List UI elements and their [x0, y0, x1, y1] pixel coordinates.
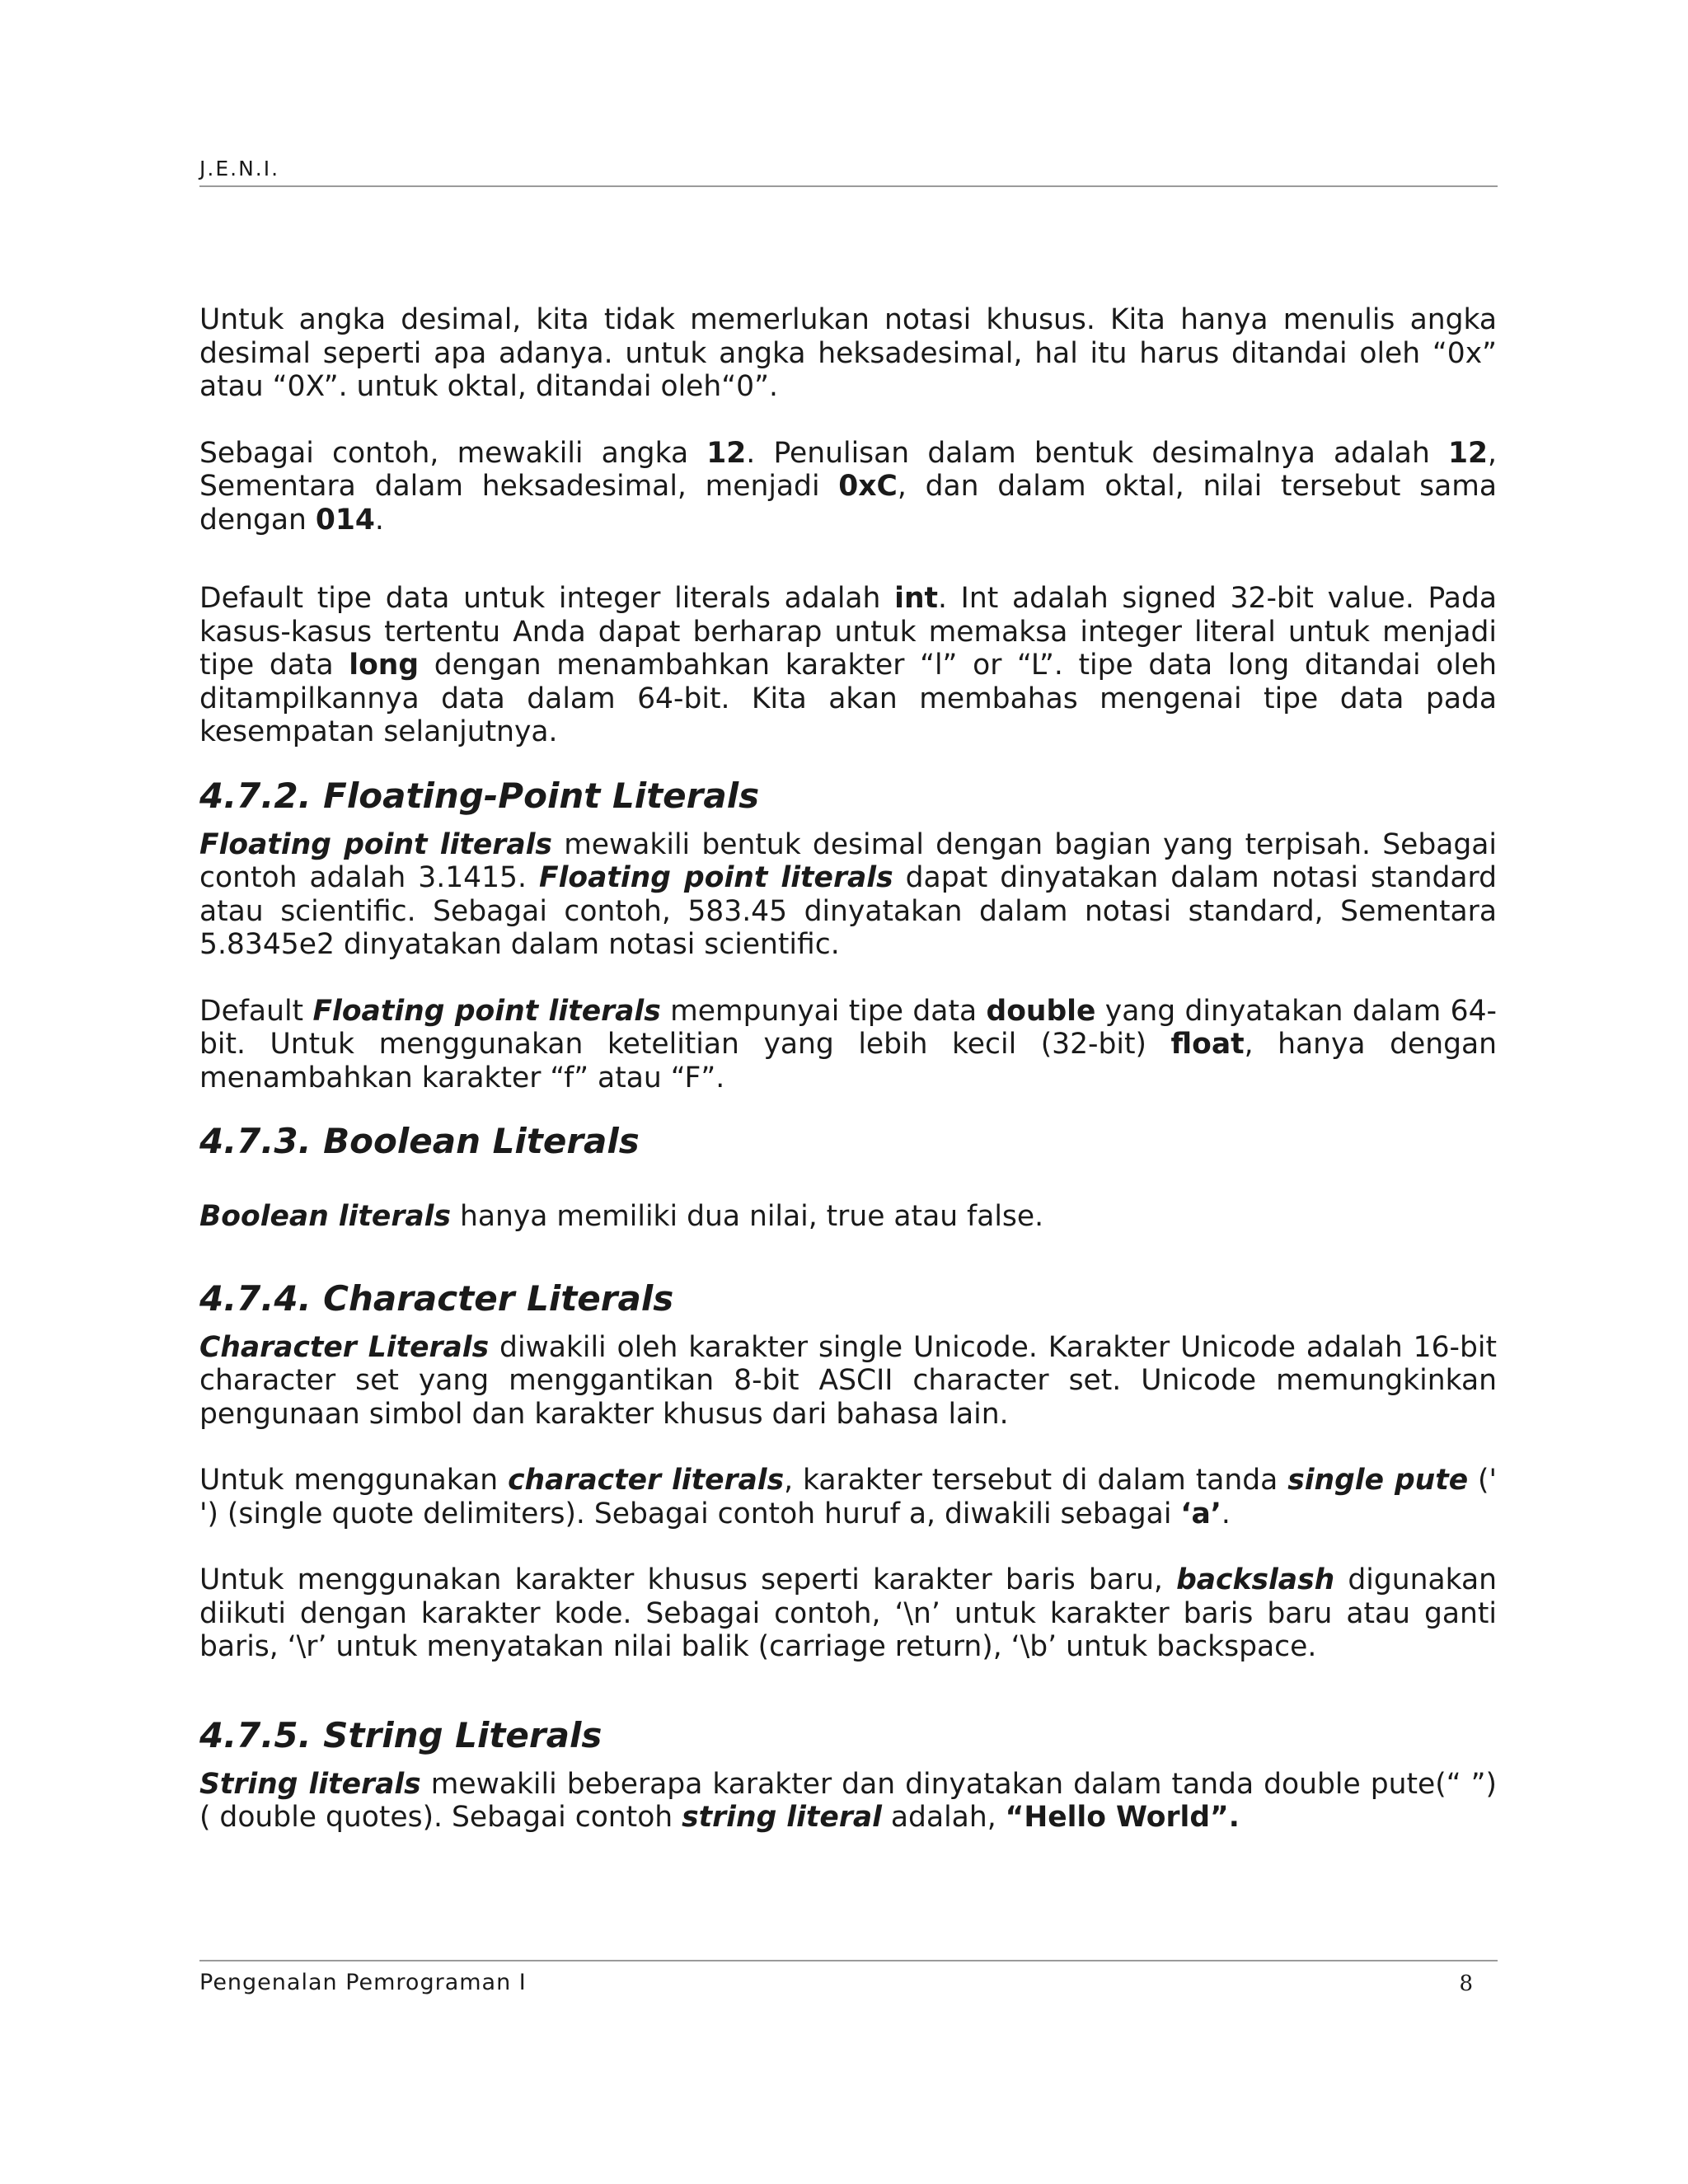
page-number: 8 — [1459, 1971, 1473, 1996]
footer-course-title: Pengenalan Pemrograman I — [199, 1970, 527, 1995]
heading-string: 4.7.5. String Literals — [199, 1714, 603, 1755]
paragraph-character-usage: Untuk menggunakan character literals, karakter tersebut di dalam tanda single pute (' ') (single quote delimiters). Sebagai contoh huruf a, diwakili sebagai ‘a’. — [199, 1464, 1497, 1530]
paragraph-boolean: Boolean literals hanya memiliki dua nilai, true atau false. — [199, 1200, 1044, 1233]
paragraph-decimal-notation: Untuk angka desimal, kita tidak memerlukan notasi khusus. Kita hanya menulis angka desimal seperti apa adanya. untuk angka heksadesimal, hal itu harus ditandai oleh “0x” atau “0X”. untuk oktal, ditandai oleh“0”. — [199, 303, 1497, 403]
paragraph-floating-point-intro: Floating point literals mewakili bentuk desimal dengan bagian yang terpisah. Sebagai contoh adalah 3.1415. Floating point literals dapat dinyatakan dalam notasi standard atau scientific. Sebagai contoh, 583.45 dinyatakan dalam notasi standard, Sementara 5.8345e2 dinyatakan dalam notasi scientific. — [199, 827, 1497, 961]
paragraph-default-int: Default tipe data untuk integer literals adalah int. Int adalah signed 32-bit value. Pada kasus-kasus tertentu Anda dapat berharap untuk memaksa integer literal untuk menjadi tipe data long dengan menambahkan karakter “l” or “L”. tipe data long ditandai oleh ditampilkannya data dalam 64-bit. Kita akan membahas mengenai tipe data pada kesempatan selanjutnya. — [199, 582, 1497, 748]
page-header — [199, 157, 1498, 187]
paragraph-string: String literals mewakili beberapa karakter dan dinyatakan dalam tanda double pute(“ ”)( double quotes). Sebagai contoh string literal adalah, “Hello World”. — [199, 1767, 1497, 1834]
header-title: J.E.N.I. — [199, 157, 280, 180]
page-footer — [199, 1960, 1498, 2003]
paragraph-character-escape: Untuk menggunakan karakter khusus seperti karakter baris baru, backslash digunakan diikuti dengan karakter kode. Sebagai contoh, ‘\n’ untuk karakter baris baru atau ganti baris, ‘\r’ untuk menyatakan nilai balik (carriage return), ‘\b’ untuk backspace. — [199, 1563, 1497, 1663]
paragraph-example-12: Sebagai contoh, mewakili angka 12. Penulisan dalam bentuk desimalnya adalah 12, Sementara dalam heksadesimal, menjadi 0xC, dan dalam oktal, nilai tersebut sama dengan 014. — [199, 436, 1498, 537]
paragraph-character-intro: Character Literals diwakili oleh karakter single Unicode. Karakter Unicode adalah 16-bit character set yang menggantikan 8-bit ASCII character set. Unicode memungkinkan pengunaan simbol dan karakter khusus dari bahasa lain. — [199, 1330, 1497, 1431]
heading-character: 4.7.4. Character Literals — [199, 1277, 674, 1319]
document-body — [199, 303, 1497, 1835]
heading-boolean: 4.7.3. Boolean Literals — [199, 1121, 640, 1161]
paragraph-floating-point-default: Default Floating point literals mempunyai tipe data double yang dinyatakan dalam 64-bit. Untuk menggunakan ketelitian yang lebih kecil (32-bit) float, hanya dengan menambahkan karakter “f” atau “F”. — [199, 994, 1497, 1094]
heading-floating-point: 4.7.2. Floating-Point Literals — [199, 775, 760, 816]
